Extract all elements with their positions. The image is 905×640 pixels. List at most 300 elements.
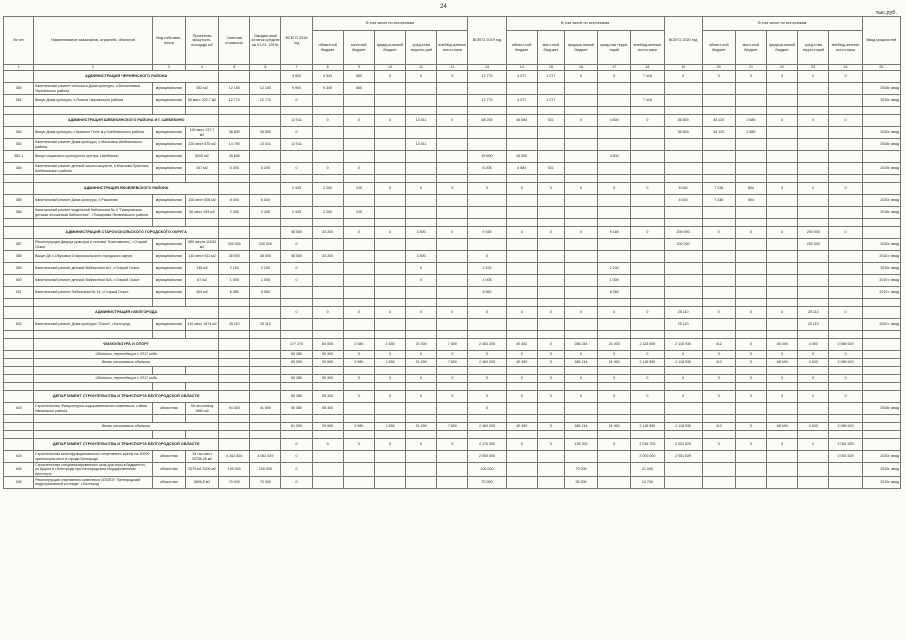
value-cell: 200 000 [250, 239, 281, 251]
object-name: Выкуп Дома культуры, с.Лозное Чернянского района [34, 95, 153, 107]
column-number: 10 [374, 65, 405, 71]
value-cell: 0 [437, 439, 468, 451]
empty-cell [862, 367, 900, 375]
empty-cell [767, 383, 798, 391]
empty-cell [34, 299, 153, 307]
commissioning-cell: 2020г. ввод [862, 127, 900, 139]
empty-cell [185, 431, 218, 439]
value-cell [631, 251, 664, 263]
value-cell: 0 [374, 351, 405, 359]
value-cell [374, 263, 405, 275]
empty-cell [798, 107, 829, 115]
value-cell: 0 [406, 307, 437, 319]
value-cell: 2 445 [281, 183, 312, 195]
value-cell: 0 [735, 375, 766, 383]
value-cell [735, 207, 766, 219]
value-cell [798, 476, 829, 488]
empty-cell [152, 415, 185, 423]
value-cell [281, 287, 312, 299]
empty-cell [250, 367, 281, 375]
row-number: 383.1 [4, 151, 34, 163]
value-cell: 0 [735, 71, 766, 83]
section-row [4, 227, 901, 239]
value-cell [406, 83, 437, 95]
value-cell [406, 239, 437, 251]
column-number: 17 [598, 65, 631, 71]
value-cell [537, 319, 564, 331]
value-cell: 0 [564, 115, 597, 127]
value-cell [767, 95, 798, 107]
empty-cell [185, 107, 218, 115]
value-cell [250, 375, 281, 383]
value-cell: 0 [598, 183, 631, 195]
empty-cell [250, 431, 281, 439]
value-cell [798, 451, 829, 463]
value-cell: 7 416 [631, 95, 664, 107]
empty-cell [468, 175, 506, 183]
value-cell [250, 439, 281, 451]
value-cell: 55 300 [312, 375, 343, 383]
value-cell: 2 463 205 [468, 359, 506, 367]
value-cell: 1 005 [250, 275, 281, 287]
empty-cell [374, 383, 405, 391]
value-cell: 135 200 [564, 439, 597, 451]
empty-cell [152, 383, 185, 391]
object-name: Капитальный ремонт сельского Дома культуры, с.Волоконовка Чернянского района [34, 83, 153, 95]
value-cell: 25 110 [798, 319, 829, 331]
empty-cell [798, 431, 829, 439]
empty-cell [4, 431, 34, 439]
table-row [4, 403, 901, 415]
value-cell: 0 [702, 351, 735, 359]
value-cell [598, 127, 631, 139]
empty-cell [4, 439, 34, 451]
value-cell [219, 351, 250, 359]
empty-cell [343, 383, 374, 391]
empty-cell [735, 331, 766, 339]
header-source-cell: федера-льный бюджет [767, 31, 798, 65]
value-cell: 0 [798, 391, 829, 403]
section-row [4, 339, 901, 351]
commissioning-cell: 2018г. ввод [862, 83, 900, 95]
value-cell: 2 051 529 [664, 451, 702, 463]
spacer-row [4, 175, 901, 183]
value-cell [437, 127, 468, 139]
empty-cell [250, 107, 281, 115]
value-cell [281, 319, 312, 331]
empty-cell [4, 391, 34, 403]
empty-cell [598, 299, 631, 307]
empty-cell [862, 331, 900, 339]
table-row [4, 275, 901, 287]
table-row [4, 451, 901, 463]
value-cell: 200 000 [798, 227, 829, 239]
value-cell [468, 83, 506, 95]
value-cell: 0 [506, 227, 537, 239]
value-cell: 412 [702, 339, 735, 351]
empty-cell [4, 227, 34, 239]
value-cell [343, 319, 374, 331]
value-cell [735, 251, 766, 263]
table-row [4, 251, 901, 263]
empty-cell [702, 219, 735, 227]
value-cell: 36 800 [664, 127, 702, 139]
column-number: 16 [564, 65, 597, 71]
empty-cell [537, 219, 564, 227]
value-cell: 55 380 [281, 391, 312, 403]
value-cell: 84 055 [312, 339, 343, 351]
column-number: 2 [34, 65, 153, 71]
value-cell [564, 163, 597, 175]
ownership-cell: муниципальная [152, 207, 185, 219]
empty-cell [598, 431, 631, 439]
value-cell [374, 127, 405, 139]
value-cell [767, 319, 798, 331]
value-cell [767, 463, 798, 477]
commissioning-cell: 2019г. ввод [862, 163, 900, 175]
value-cell: 49 600 [468, 151, 506, 163]
value-cell [564, 275, 597, 287]
empty-cell [312, 219, 343, 227]
empty-cell [598, 415, 631, 423]
value-cell: 2 463 205 [468, 423, 506, 431]
empty-cell [437, 219, 468, 227]
value-cell [631, 151, 664, 163]
value-cell: 521 [537, 163, 564, 175]
value-cell: 0 [437, 391, 468, 403]
empty-cell [152, 431, 185, 439]
value-cell: 2 100 [250, 263, 281, 275]
empty-cell [767, 219, 798, 227]
value-cell [374, 451, 405, 463]
table-row [4, 263, 901, 275]
empty-cell [537, 107, 564, 115]
value-cell [406, 287, 437, 299]
value-cell [437, 207, 468, 219]
value-cell [862, 391, 900, 403]
empty-cell [250, 331, 281, 339]
value-cell [702, 163, 735, 175]
capacity-cell: 352 м2 [185, 83, 218, 95]
section-title: АДМИНИСТРАЦИЯ ЯКОВЛЕВСКОГО РАЙОНА [34, 183, 219, 195]
value-cell: 0 [281, 451, 312, 463]
row-number: 400 [4, 275, 34, 287]
empty-cell [34, 175, 153, 183]
empty-cell [829, 415, 862, 423]
empty-cell [219, 383, 250, 391]
value-cell: 7 236 [702, 183, 735, 195]
empty-cell [798, 331, 829, 339]
value-cell [735, 83, 766, 95]
value-cell: 34 120 [702, 115, 735, 127]
value-cell [767, 163, 798, 175]
value-cell: 0 [631, 115, 664, 127]
value-cell: 0 [767, 183, 798, 195]
value-cell: 0 [829, 351, 862, 359]
value-cell [829, 476, 862, 488]
empty-cell [4, 175, 34, 183]
value-cell [506, 251, 537, 263]
empty-cell [862, 219, 900, 227]
value-cell [564, 403, 597, 415]
empty-cell [406, 415, 437, 423]
value-cell: 9 165 [468, 227, 506, 239]
value-cell [767, 287, 798, 299]
value-cell: 0 [798, 71, 829, 83]
value-cell [374, 195, 405, 207]
empty-cell [598, 367, 631, 375]
value-cell [537, 195, 564, 207]
empty-cell [506, 175, 537, 183]
value-cell: 2 051 529 [829, 439, 862, 451]
value-cell: 36 800 [664, 115, 702, 127]
value-cell [564, 239, 597, 251]
empty-cell [735, 415, 766, 423]
value-cell [767, 239, 798, 251]
value-cell: 4 684 [506, 163, 537, 175]
value-cell: 68 205 [468, 115, 506, 127]
object-name: Капитальный ремонт библиотеки № 14, г.Старый Оскол [34, 287, 153, 299]
empty-cell [185, 415, 218, 423]
value-cell: 2 463 205 [468, 339, 506, 351]
value-cell: 2 115 559 [631, 339, 664, 351]
value-cell: 5 205 [250, 163, 281, 175]
object-name: Капитальный ремонт Дома культуры "Сокол", г.Белгород [34, 319, 153, 331]
object-name: Реконструкция спортивного комплекса ОГАПОУ "Белгородский индустриальный колледж", г.Белгород [34, 476, 153, 488]
value-cell: 0 [798, 183, 829, 195]
value-cell [374, 151, 405, 163]
ownership-cell: муниципальная [152, 95, 185, 107]
empty-cell [468, 367, 506, 375]
value-cell: 2 066 929 [829, 359, 862, 367]
empty-cell [468, 331, 506, 339]
empty-cell [185, 331, 218, 339]
value-cell [250, 115, 281, 127]
value-cell: 177 270 [281, 339, 312, 351]
value-cell [537, 83, 564, 95]
value-cell: 7 236 [702, 195, 735, 207]
value-cell [829, 95, 862, 107]
capacity-cell: 347 м2 [185, 163, 218, 175]
value-cell [437, 476, 468, 488]
value-cell: 21 000 [631, 463, 664, 477]
empty-cell [506, 299, 537, 307]
value-cell [702, 476, 735, 488]
value-cell [702, 287, 735, 299]
column-number: 18 [631, 65, 664, 71]
value-cell [702, 403, 735, 415]
spacer-row [4, 431, 901, 439]
empty-cell [735, 383, 766, 391]
empty-cell [702, 383, 735, 391]
value-cell [374, 275, 405, 287]
empty-cell [34, 431, 153, 439]
empty-cell [219, 415, 250, 423]
value-cell [564, 287, 597, 299]
value-cell [537, 275, 564, 287]
header-source-cell: внебюд-жетные источ-ники [437, 31, 468, 65]
section-title: ФИЗКУЛЬТУРА И СПОРТ [34, 339, 219, 351]
value-cell: 0 [406, 375, 437, 383]
empty-cell [564, 107, 597, 115]
value-cell [250, 183, 281, 195]
empty-cell [798, 219, 829, 227]
value-cell [631, 319, 664, 331]
header-source-cell: федера-льный бюджет [374, 31, 405, 65]
value-cell [862, 351, 900, 359]
value-cell: 0 [437, 307, 468, 319]
value-cell: 0 [343, 439, 374, 451]
object-name: Капитальный ремонт Дома культуры, с.Масловка Шебекинского района [34, 139, 153, 151]
value-cell [219, 115, 250, 127]
empty-cell [631, 431, 664, 439]
empty-cell [631, 367, 664, 375]
capacity-cell: 50 мест 232,7 м2 [185, 95, 218, 107]
value-cell [250, 359, 281, 367]
row-number: 385 [4, 195, 34, 207]
empty-cell [406, 299, 437, 307]
value-cell [312, 263, 343, 275]
value-cell [437, 151, 468, 163]
value-cell [664, 251, 702, 263]
value-cell [564, 251, 597, 263]
row-number: 387 [4, 239, 34, 251]
empty-cell [468, 415, 506, 423]
column-number: 11 [406, 65, 437, 71]
empty-cell [862, 431, 900, 439]
spacer-row [4, 383, 901, 391]
value-cell [862, 359, 900, 367]
commissioning-cell: 2018 г. ввод [862, 251, 900, 263]
value-cell [312, 127, 343, 139]
value-cell: 14 790 [219, 139, 250, 151]
value-cell [374, 251, 405, 263]
value-cell: 0 [437, 183, 468, 195]
value-cell [312, 319, 343, 331]
empty-cell [281, 219, 312, 227]
value-cell [767, 195, 798, 207]
value-cell: 9 340 [312, 71, 343, 83]
value-cell [631, 207, 664, 219]
value-cell: 0 [537, 423, 564, 431]
empty-cell [468, 299, 506, 307]
value-cell: 6 060 [598, 287, 631, 299]
ownership-cell: областная [152, 451, 185, 463]
value-cell [598, 319, 631, 331]
value-cell: 0 [598, 71, 631, 83]
value-cell [374, 476, 405, 488]
value-cell: 21 000 [406, 339, 437, 351]
empty-cell [767, 331, 798, 339]
value-cell: 0 [374, 307, 405, 319]
value-cell: 55 380 [281, 375, 312, 383]
value-cell: 0 [702, 439, 735, 451]
column-number: 9 [343, 65, 374, 71]
value-cell: 0 [564, 71, 597, 83]
value-cell: 0 [468, 183, 506, 195]
value-cell [564, 195, 597, 207]
empty-cell [312, 107, 343, 115]
value-cell [281, 151, 312, 163]
value-cell [767, 451, 798, 463]
object-name: Капитальный ремонт модельной библиотеки № 4 "Гиморовская детская юношеская библиотека", г.Томаровка Яковлевского района [34, 207, 153, 219]
object-name: Реконструкция Дворца культуры и техники "Комсомолец", г.Старый Оскол [34, 239, 153, 251]
value-cell: 100 000 [468, 463, 506, 477]
empty-cell [798, 299, 829, 307]
empty-cell [152, 331, 185, 339]
value-cell [281, 195, 312, 207]
spacer-row [4, 367, 901, 375]
value-cell [631, 275, 664, 287]
value-cell: 0 [598, 307, 631, 319]
value-cell: 245 [343, 207, 374, 219]
value-cell [537, 287, 564, 299]
value-cell [312, 95, 343, 107]
capacity-cell: 410 мест 1674 м2 [185, 319, 218, 331]
value-cell [631, 163, 664, 175]
empty-cell [4, 299, 34, 307]
column-number: 1 [4, 65, 34, 71]
commissioning-cell: 2019 г. ввод [862, 287, 900, 299]
value-cell [631, 139, 664, 151]
value-cell: 9 165 [598, 227, 631, 239]
value-cell: 1 635 [374, 339, 405, 351]
value-cell [798, 163, 829, 175]
value-cell: 0 [798, 375, 829, 383]
header-total-2020: ВСЕГО 2020 год [664, 17, 702, 65]
value-cell [702, 207, 735, 219]
value-cell: 70 000 [250, 476, 281, 488]
value-cell: 4 000 [798, 359, 829, 367]
value-cell: 0 [735, 359, 766, 367]
empty-cell [664, 415, 702, 423]
value-cell: 200 000 [664, 227, 702, 239]
value-cell [537, 476, 564, 488]
value-cell [312, 139, 343, 151]
empty-cell [767, 431, 798, 439]
table-row [4, 163, 901, 175]
header-source-cell: внебюд-жетные источ-ники [631, 31, 664, 65]
value-cell [862, 183, 900, 195]
value-cell: 4 262 504 [219, 451, 250, 463]
empty-cell [219, 331, 250, 339]
empty-cell [4, 107, 34, 115]
value-cell: 0 [281, 239, 312, 251]
empty-cell [4, 383, 34, 391]
value-cell: 0 [564, 307, 597, 319]
value-cell: 0 [374, 375, 405, 383]
value-cell: 8 040 [664, 183, 702, 195]
header-ownership: Вид собствен-ности [152, 17, 185, 65]
value-cell: 2 080 [343, 423, 374, 431]
empty-cell [829, 219, 862, 227]
value-cell [343, 95, 374, 107]
value-cell: 0 [564, 183, 597, 195]
empty-cell [374, 175, 405, 183]
value-cell [829, 275, 862, 287]
value-cell [406, 451, 437, 463]
value-cell [343, 251, 374, 263]
value-cell: 45 000 [506, 151, 537, 163]
value-cell: 2 115 559 [631, 359, 664, 367]
value-cell [506, 403, 537, 415]
empty-cell [374, 299, 405, 307]
empty-cell [506, 367, 537, 375]
value-cell: 0 [798, 351, 829, 359]
value-cell [468, 195, 506, 207]
empty-cell [219, 431, 250, 439]
value-cell: 0 [374, 183, 405, 195]
